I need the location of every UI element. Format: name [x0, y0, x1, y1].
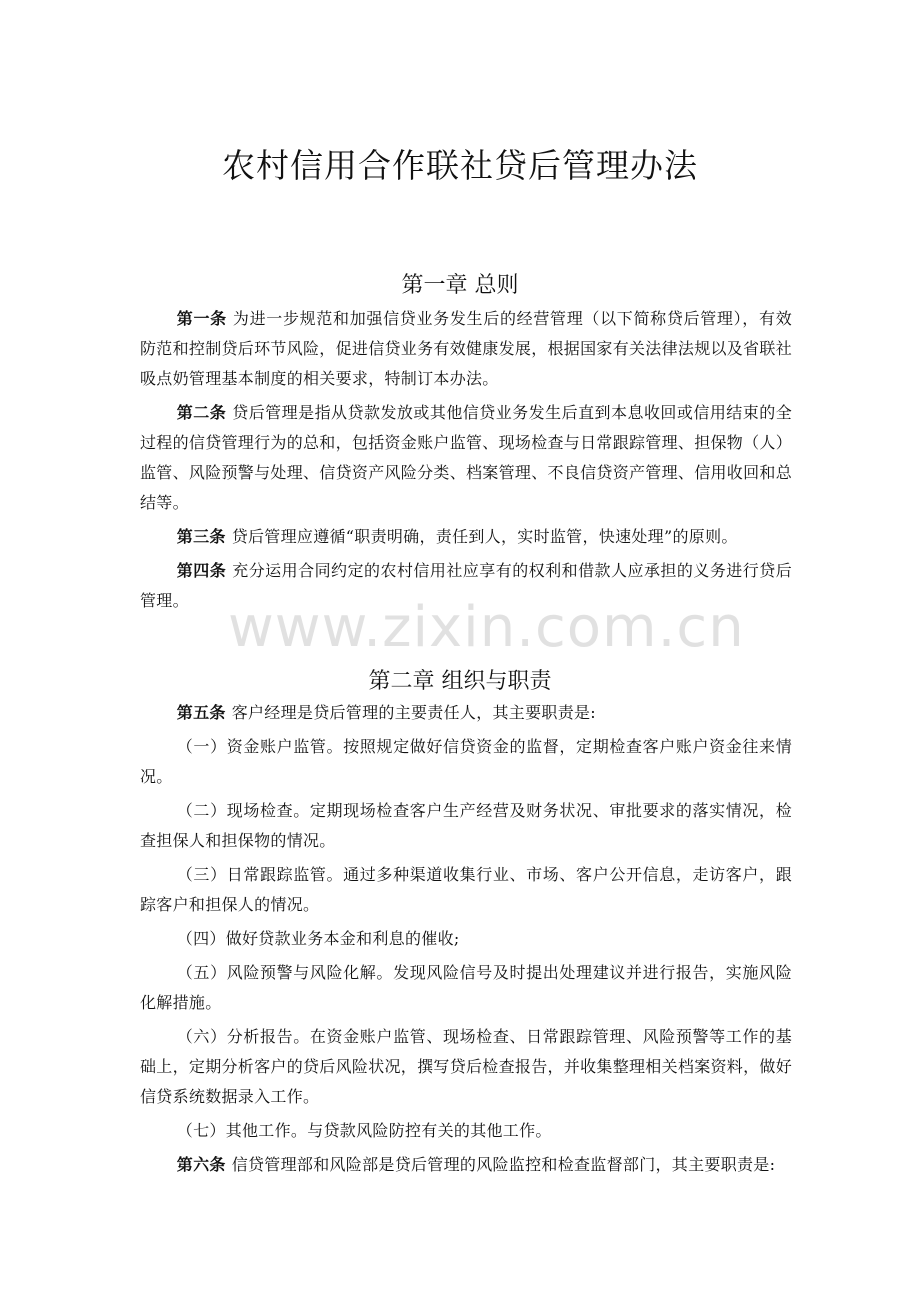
- chapter-2-body: [140, 698, 792, 1180]
- article-1: [140, 304, 792, 394]
- article-6-label: 第六条: [176, 1155, 226, 1174]
- duty-item-1: （一）资金账户监管。按照规定做好信贷资金的监督，定期检查客户账户资金往来情况。: [140, 737, 792, 786]
- duty-item-2: （二）现场检查。定期现场检查客户生产经营及财务状况、审批要求的落实情况，检查担保人和担保物的情况。: [140, 801, 792, 850]
- duty-item-3: （三）日常跟踪监管。通过多种渠道收集行业、市场、客户公开信息，走访客户，跟踪客户和担保人的情况。: [140, 865, 792, 914]
- article-2-text: 贷后管理是指从贷款发放或其他信贷业务发生后直到本息收回或信用结束的全过程的信贷管理行为的总和，包括资金账户监管、现场检查与日常跟踪管理、担保物（人）监管、风险预警与处理、信贷资产风险分类、档案管理、不良信贷资产管理、信用收回和总结等。: [140, 403, 793, 512]
- duty-item-6: （六）分析报告。在资金账户监管、现场检查、日常跟踪管理、风险预警等工作的基础上，定期分析客户的贷后风险状况，撰写贷后检查报告，并收集整理相关档案资料，做好信贷系统数据录入工作。: [140, 1027, 793, 1106]
- article-4-label: 第四条: [176, 561, 227, 580]
- duty-item-4: （四）做好贷款业务本金和利息的催收;: [176, 929, 460, 948]
- article-2: [140, 398, 792, 518]
- article-1-label: 第一条: [176, 309, 227, 328]
- article-4: [140, 556, 792, 616]
- article-5: [140, 698, 792, 728]
- watermark-text: www.zixin.com.cn: [228, 595, 745, 660]
- article-3: [140, 522, 792, 552]
- article-6-text: 信贷管理部和风险部是贷后管理的风险监控和检查监督部门，其主要职责是:: [231, 1155, 776, 1174]
- article-3-label: 第三条: [176, 527, 226, 546]
- article-2-label: 第二条: [176, 403, 227, 422]
- duty-item-5: （五）风险预警与风险化解。发现风险信号及时提出处理建议并进行报告，实施风险化解措施。: [140, 963, 792, 1012]
- document-title: 农村信用合作联社贷后管理办法: [222, 146, 698, 185]
- article-3-text: 贷后管理应遵循“职责明确，责任到人，实时监管，快速处理”的原则。: [231, 527, 738, 546]
- chapter-2-heading: 第二章 组织与职责: [368, 669, 552, 694]
- article-5-label: 第五条: [176, 703, 226, 722]
- chapter-1-body: [140, 304, 792, 616]
- chapter-1-heading: 第一章 总则: [401, 273, 519, 298]
- duty-item-7: （七）其他工作。与贷款风险防控有关的其他工作。: [176, 1121, 552, 1140]
- article-1-text: 为进一步规范和加强信贷业务发生后的经营管理（以下简称贷后管理），有效防范和控制贷后环节风险，促进信贷业务有效健康发展，根据国家有关法律法规以及省联社吸点奶管理基本制度的相关要求，特制订本办法。: [140, 309, 793, 388]
- article-4-text: 充分运用合同约定的农村信用社应享有的权利和借款人应承担的义务进行贷后管理。: [140, 561, 793, 610]
- article-5-text: 客户经理是贷后管理的主要责任人，其主要职责是:: [231, 703, 596, 722]
- article-6: [140, 1150, 792, 1180]
